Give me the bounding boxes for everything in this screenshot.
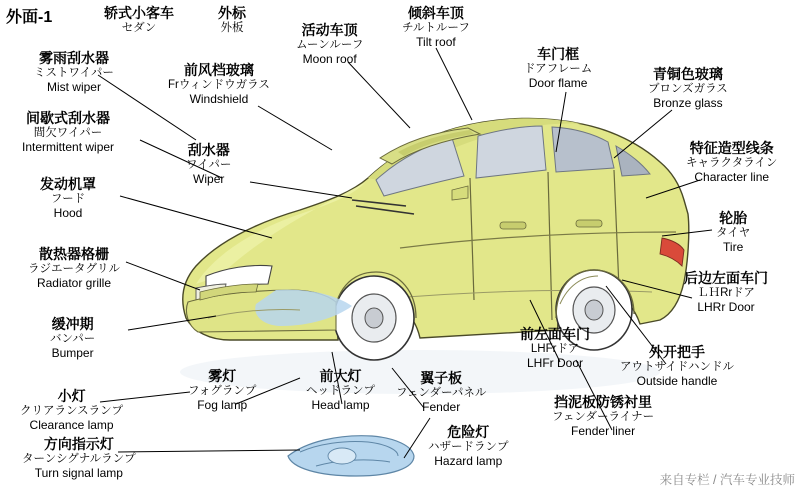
callout-label-en: Fog lamp <box>197 398 248 413</box>
callout-label <box>40 176 96 220</box>
callout-label-cn: 雾雨刮水器 <box>38 50 109 66</box>
callout-label-cn: 刮水器 <box>187 142 230 158</box>
callout-label-cn: 散热器格栅 <box>39 246 109 262</box>
callout-label-en: Fender liner <box>571 424 636 439</box>
callout-label-cn: 后边左面车门 <box>684 270 768 286</box>
callout-label <box>20 388 123 432</box>
callout-label-en: Door flame <box>528 76 588 91</box>
callout-label-en: Tire <box>723 240 744 255</box>
callout-label-jp: アウトサイドハンドル <box>620 360 734 373</box>
callout-label-cn: 翼子板 <box>420 370 463 386</box>
callout-label-cn: 雾灯 <box>208 368 237 384</box>
callout-label-jp: フェンダーライナー <box>552 410 655 423</box>
callout-label-jp: バンパー <box>50 332 96 345</box>
callout-label-cn: 前左面车门 <box>520 326 590 342</box>
callout-label-en: Hazard lamp <box>434 454 503 469</box>
callout-label-cn: 挡泥板防锈衬里 <box>554 394 653 410</box>
callout-label-jp: ラジエータグリル <box>28 262 120 275</box>
callout-label <box>168 62 270 106</box>
callout-label-cn: 活动车顶 <box>301 22 358 38</box>
callout-label-cn: 危险灯 <box>447 424 490 440</box>
callout-label <box>686 140 777 184</box>
callout-label <box>648 66 728 110</box>
callout-label-cn: 轮胎 <box>719 210 748 226</box>
callout-label <box>306 368 375 412</box>
callout-label-jp: ターンシグナルランプ <box>22 452 136 465</box>
callout-label-jp: タイヤ <box>716 226 751 239</box>
callout-label-en: LHFr Door <box>526 356 583 371</box>
callout-label <box>50 316 95 360</box>
callout-label <box>218 5 246 35</box>
callout-label-en: Bumper <box>51 346 94 361</box>
callout-label-jp: フォグランプ <box>188 384 257 397</box>
callout-label-en: Bronze glass <box>653 96 723 111</box>
callout-label-cn: 缓冲期 <box>51 316 94 332</box>
callout-label-jp: キャラクタライン <box>686 156 778 169</box>
callout-label-en: Character line <box>694 170 770 185</box>
callout-label-en: Radiator grille <box>36 276 112 291</box>
callout-label-jp: フード <box>50 192 86 205</box>
callout-label-en: Windshield <box>189 92 249 107</box>
callout-label-jp: チルトルーフ <box>402 21 470 34</box>
callout-label-en: Wiper <box>193 172 225 187</box>
callout-label-en: Turn signal lamp <box>34 466 123 481</box>
callout-label-en: Moon roof <box>302 52 357 67</box>
callout-label-cn: 倾斜车顶 <box>407 5 464 21</box>
callout-label-jp: ヘッドランプ <box>306 384 375 397</box>
callout-label-cn: 发动机罩 <box>40 176 96 192</box>
callout-label <box>428 424 509 468</box>
callout-label-cn: 外标 <box>218 5 246 21</box>
callout-label-cn: 方向指示灯 <box>43 436 114 452</box>
callout-label <box>34 50 114 94</box>
callout-label-cn: 间歇式刮水器 <box>26 110 111 126</box>
callout-label <box>104 5 174 35</box>
callout-label-cn: 外开把手 <box>648 344 705 360</box>
callout-label <box>296 22 363 66</box>
callout-label-cn: 小灯 <box>57 388 86 404</box>
callout-label-en: Tilt roof <box>416 35 456 50</box>
callout-label-jp: ミストワイパー <box>34 66 114 79</box>
callout-label <box>520 326 590 370</box>
callout-label <box>22 110 114 154</box>
callout-label-jp: 間欠ワイパー <box>33 126 103 139</box>
watermark: 来自专栏 / 汽车专业技师 <box>659 473 795 487</box>
callout-label-cn: 前大灯 <box>319 368 362 384</box>
callout-label-cn: 特征造型线条 <box>689 140 774 156</box>
callout-label-en: Fender <box>422 400 461 415</box>
callout-label-jp: ＬＨRrドア <box>697 286 755 299</box>
callout-label-en: Mist wiper <box>46 80 101 95</box>
callout-label <box>684 270 768 314</box>
callout-label-jp: Frウィンドウガラス <box>168 78 270 91</box>
callout-label-jp: フェンダーパネル <box>396 386 487 399</box>
callout-label-jp: クリアランスランプ <box>20 404 124 417</box>
callout-label-jp: LHFrドア <box>530 342 580 355</box>
callout-label-jp: セダン <box>121 21 157 34</box>
callout-label-jp: 外板 <box>220 21 244 34</box>
callout-label-cn: 前风档玻璃 <box>183 62 254 78</box>
callout-label-jp: ハザードランプ <box>428 440 509 453</box>
callout-label <box>552 394 654 438</box>
callout-label <box>186 142 231 186</box>
callout-label <box>524 46 592 90</box>
callout-label <box>22 436 136 480</box>
callout-label <box>188 368 256 412</box>
callout-label-cn: 轿式小客车 <box>104 5 174 21</box>
callout-label <box>28 246 120 290</box>
callout-label <box>716 210 750 254</box>
callout-label-en: Intermittent wiper <box>22 140 115 155</box>
callout-label <box>620 344 734 388</box>
callout-label-jp: ブロンズガラス <box>648 82 728 95</box>
callout-label-jp: ムーンルーフ <box>296 38 364 51</box>
page-title: 外面-1 <box>6 9 53 26</box>
callout-label-en: Outside handle <box>636 374 718 389</box>
callout-label <box>396 370 486 414</box>
callout-label-cn: 青铜色玻璃 <box>652 66 723 82</box>
callout-label-jp: ドアフレーム <box>524 62 593 75</box>
callout-label-en: Clearance lamp <box>29 418 114 433</box>
callout-label-en: Head lamp <box>311 398 370 413</box>
callout-label-cn: 车门框 <box>537 46 580 62</box>
callout-label-en: LHRr Door <box>697 300 755 315</box>
callout-label-jp: ワイパー <box>186 158 232 171</box>
callout-label-en: Hood <box>53 206 83 221</box>
callout-label <box>402 5 470 49</box>
